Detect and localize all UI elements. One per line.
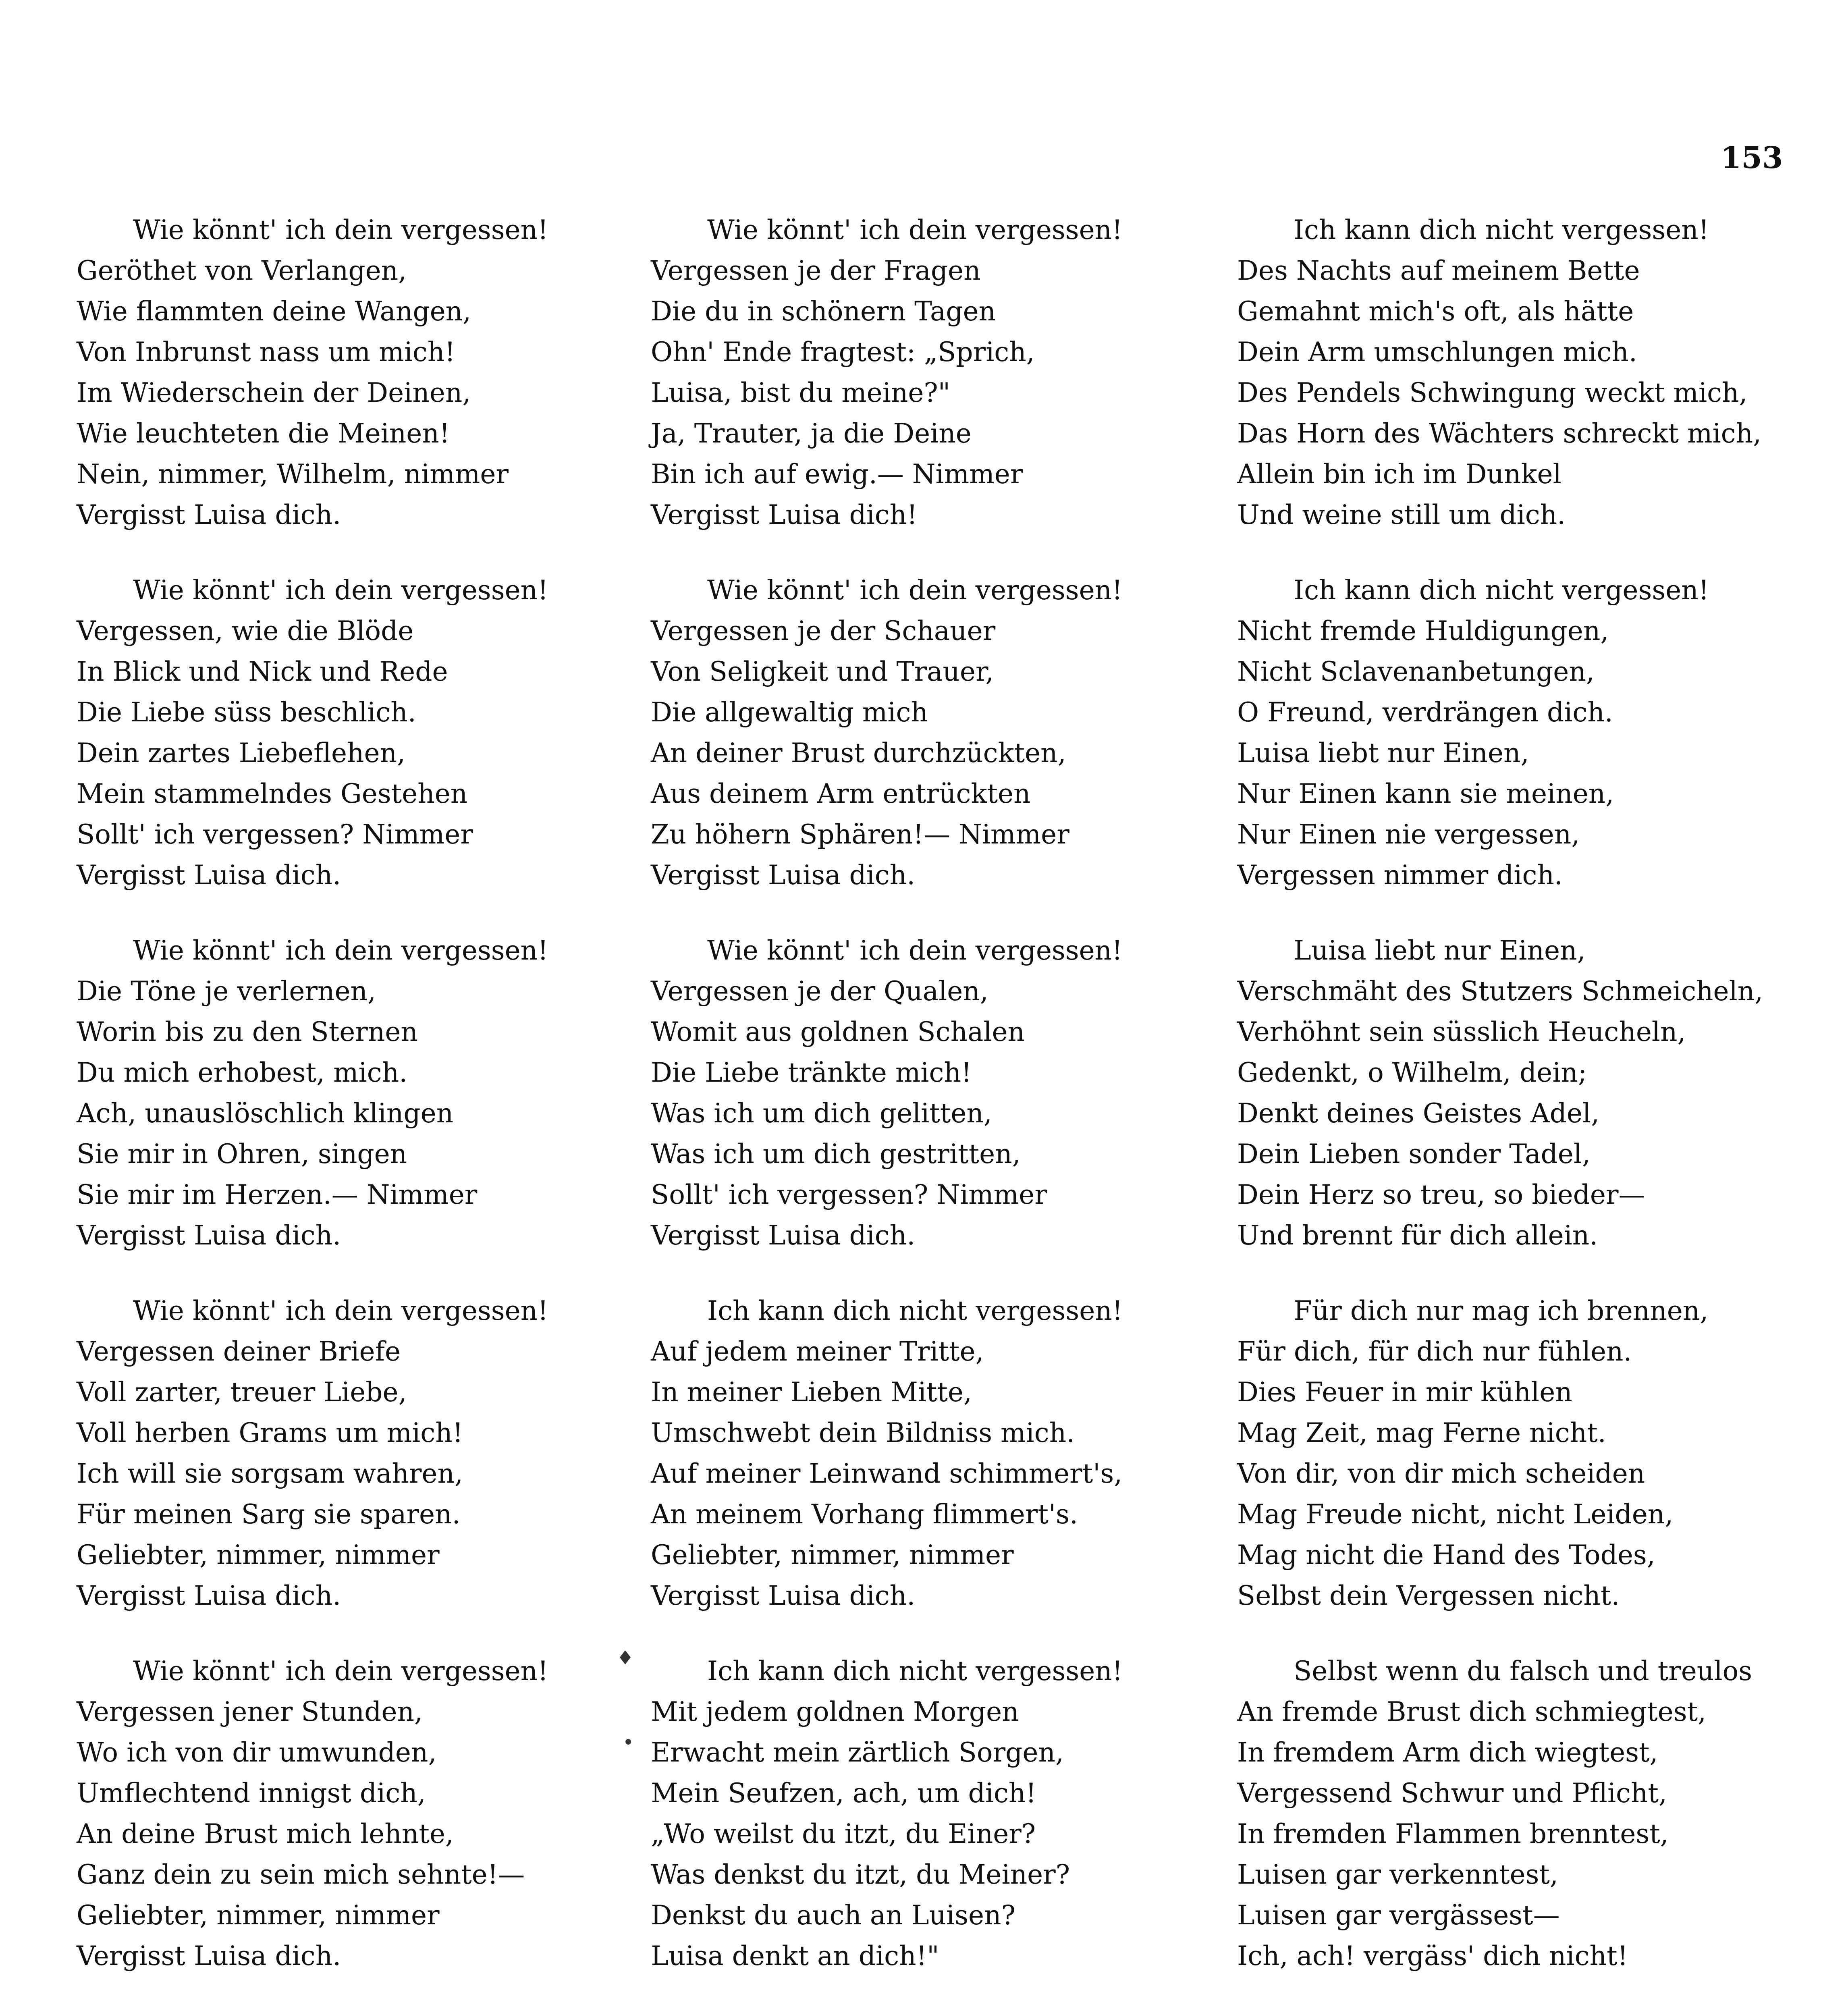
verse-line: Luisa denkt an dich!" — [651, 1940, 939, 1971]
verse-line: Voll herben Grams um mich! — [77, 1417, 463, 1448]
verse-line: Und brennt für dich allein. — [1237, 1220, 1598, 1251]
verse-line: Mein Seufzen, ach, um dich! — [651, 1778, 1036, 1809]
verse-line: Vergisst Luisa dich. — [77, 860, 341, 891]
verse-line: Die Liebe tränkte mich! — [651, 1057, 972, 1088]
stanza-first-line: Wie könnt' ich dein vergessen! — [133, 214, 548, 245]
verse-line: Vergessen, wie die Blöde — [77, 615, 414, 646]
stanza — [651, 930, 1195, 1256]
verse-line: Vergessen nimmer dich. — [1237, 860, 1563, 891]
verse-line: Des Nachts auf meinem Bette — [1237, 255, 1640, 286]
stanza — [77, 570, 617, 895]
verse-line: Nur Einen nie vergessen, — [1237, 819, 1580, 850]
page-number: 153 — [1721, 141, 1783, 175]
verse-line: Für meinen Sarg sie sparen. — [77, 1499, 461, 1530]
verse-line: Vergisst Luisa dich! — [651, 499, 918, 530]
verse-line: Erwacht mein zärtlich Sorgen, — [651, 1737, 1064, 1768]
verse-line: Wo ich von dir umwunden, — [77, 1737, 437, 1768]
stanza — [1237, 1290, 1793, 1616]
verse-line: An deine Brust mich lehnte, — [77, 1818, 454, 1849]
verse-line: Womit aus goldnen Schalen — [651, 1016, 1025, 1047]
stanza-first-line: Wie könnt' ich dein vergessen! — [133, 1295, 548, 1326]
verse-line: Nein, nimmer, Wilhelm, nimmer — [77, 459, 509, 490]
verse-line: Sie mir im Herzen.— Nimmer — [77, 1179, 478, 1210]
verse-line: An deiner Brust durchzückten, — [651, 737, 1066, 769]
verse-line: Geröthet von Verlangen, — [77, 255, 407, 286]
stanza-first-line: Ich kann dich nicht vergessen! — [707, 1295, 1123, 1326]
verse-line: Ich, ach! vergäss' dich nicht! — [1237, 1940, 1628, 1971]
verse-line: Ohn' Ende fragtest: „Sprich, — [651, 337, 1035, 368]
verse-line: Sollt' ich vergessen? Nimmer — [77, 819, 473, 850]
verse-line: In fremdem Arm dich wiegtest, — [1237, 1737, 1658, 1768]
verse-line: Ja, Trauter, ja die Deine — [651, 418, 972, 449]
verse-line: Von dir, von dir mich scheiden — [1237, 1458, 1645, 1489]
verse-line: Von Inbrunst nass um mich! — [77, 337, 455, 368]
verse-line: Selbst dein Vergessen nicht. — [1237, 1580, 1620, 1611]
verse-line: In fremden Flammen brenntest, — [1237, 1818, 1669, 1849]
stanza-first-line: Luisa liebt nur Einen, — [1294, 935, 1586, 966]
verse-line: Luisen gar vergässest— — [1237, 1900, 1560, 1931]
verse-line: Gemahnt mich's oft, als hätte — [1237, 296, 1634, 327]
verse-line: Denkt deines Geistes Adel, — [1237, 1098, 1600, 1129]
verse-line: Wie leuchteten die Meinen! — [77, 418, 450, 449]
verse-line: Dein zartes Liebeflehen, — [77, 737, 406, 769]
stanza — [651, 570, 1195, 895]
verse-line: Vergisst Luisa dich. — [651, 860, 916, 891]
verse-line: Mag Freude nicht, nicht Leiden, — [1237, 1499, 1674, 1530]
poem-column-right — [1237, 210, 1793, 2011]
verse-line: Verhöhnt sein süsslich Heucheln, — [1237, 1016, 1686, 1047]
margin-mark: • — [623, 1731, 634, 1754]
poem-column-left — [77, 210, 617, 2011]
verse-line: Vergisst Luisa dich. — [651, 1580, 916, 1611]
verse-line: Mit jedem goldnen Morgen — [651, 1696, 1019, 1727]
stanza-first-line: Wie könnt' ich dein vergessen! — [707, 935, 1123, 966]
verse-line: Nicht Sclavenanbetungen, — [1237, 656, 1595, 687]
verse-line: Was ich um dich gelitten, — [651, 1098, 992, 1129]
verse-line: Die Liebe süss beschlich. — [77, 697, 416, 728]
verse-line: Auf meiner Leinwand schimmert's, — [651, 1458, 1123, 1489]
verse-line: Luisa, bist du meine?" — [651, 377, 951, 408]
verse-line: Auf jedem meiner Tritte, — [651, 1336, 984, 1367]
verse-line: Vergessen deiner Briefe — [77, 1336, 401, 1367]
stanza — [1237, 1651, 1793, 1976]
verse-line: Umflechtend innigst dich, — [77, 1778, 426, 1809]
verse-line: Zu höhern Sphären!— Nimmer — [651, 819, 1069, 850]
stanza-first-line: Wie könnt' ich dein vergessen! — [707, 575, 1123, 606]
verse-line: Sie mir in Ohren, singen — [77, 1138, 407, 1170]
stanza-first-line: Selbst wenn du falsch und treulos — [1294, 1656, 1752, 1687]
verse-line: Vergisst Luisa dich. — [77, 499, 341, 530]
verse-line: Vergessen jener Stunden, — [77, 1696, 423, 1727]
verse-line: Du mich erhobest, mich. — [77, 1057, 408, 1088]
verse-line: Nur Einen kann sie meinen, — [1237, 778, 1614, 809]
verse-line: Vergessen je der Schauer — [651, 615, 996, 646]
verse-line: In meiner Lieben Mitte, — [651, 1377, 972, 1408]
stanza — [651, 1651, 1195, 1976]
poem-column-middle — [651, 210, 1195, 2011]
verse-line: Denkst du auch an Luisen? — [651, 1900, 1015, 1931]
verse-line: An meinem Vorhang flimmert's. — [651, 1499, 1078, 1530]
stanza — [1237, 930, 1793, 1256]
verse-line: Nicht fremde Huldigungen, — [1237, 615, 1609, 646]
verse-line: An fremde Brust dich schmiegtest, — [1237, 1696, 1707, 1727]
stanza — [651, 1290, 1195, 1616]
verse-line: Für dich, für dich nur fühlen. — [1237, 1336, 1632, 1367]
stanza — [77, 930, 617, 1256]
stanza — [77, 210, 617, 535]
verse-line: Worin bis zu den Sternen — [77, 1016, 418, 1047]
stanza-first-line: Wie könnt' ich dein vergessen! — [133, 935, 548, 966]
stanza-first-line: Wie könnt' ich dein vergessen! — [707, 214, 1123, 245]
verse-line: Wie flammten deine Wangen, — [77, 296, 471, 327]
verse-line: Geliebter, nimmer, nimmer — [651, 1539, 1014, 1570]
stanza-first-line: Ich kann dich nicht vergessen! — [707, 1656, 1123, 1687]
verse-line: Luisa liebt nur Einen, — [1237, 737, 1529, 769]
verse-line: Vergessen je der Fragen — [651, 255, 981, 286]
verse-line: Ich will sie sorgsam wahren, — [77, 1458, 463, 1489]
verse-line: Von Seligkeit und Trauer, — [651, 656, 994, 687]
verse-line: Vergessend Schwur und Pflicht, — [1237, 1778, 1667, 1809]
verse-line: Was denkst du itzt, du Meiner? — [651, 1859, 1070, 1890]
verse-line: Des Pendels Schwingung weckt mich, — [1237, 377, 1748, 408]
verse-line: In Blick und Nick und Rede — [77, 656, 448, 687]
verse-line: Die Töne je verlernen, — [77, 976, 376, 1007]
verse-line: Und weine still um dich. — [1237, 499, 1566, 530]
verse-line: Vergisst Luisa dich. — [77, 1220, 341, 1251]
verse-line: Dein Lieben sonder Tadel, — [1237, 1138, 1591, 1170]
verse-line: Vergessen je der Qualen, — [651, 976, 988, 1007]
verse-line: Verschmäht des Stutzers Schmeicheln, — [1237, 976, 1763, 1007]
verse-line: Dein Herz so treu, so bieder— — [1237, 1179, 1645, 1210]
stanza-first-line: Ich kann dich nicht vergessen! — [1294, 214, 1709, 245]
margin-mark: ♦ — [617, 1647, 634, 1669]
verse-line: Die du in schönern Tagen — [651, 296, 996, 327]
stanza-first-line: Wie könnt' ich dein vergessen! — [133, 575, 548, 606]
verse-line: Umschwebt dein Bildniss mich. — [651, 1417, 1075, 1448]
verse-line: Im Wiederschein der Deinen, — [77, 377, 471, 408]
stanza-first-line: Ich kann dich nicht vergessen! — [1294, 575, 1709, 606]
verse-line: O Freund, verdrängen dich. — [1237, 697, 1613, 728]
verse-line: Voll zarter, treuer Liebe, — [77, 1377, 407, 1408]
verse-line: Was ich um dich gestritten, — [651, 1138, 1021, 1170]
verse-line: Das Horn des Wächters schreckt mich, — [1237, 418, 1762, 449]
stanza — [77, 1651, 617, 1976]
verse-line: Bin ich auf ewig.— Nimmer — [651, 459, 1023, 490]
verse-line: Sollt' ich vergessen? Nimmer — [651, 1179, 1047, 1210]
verse-line: Geliebter, nimmer, nimmer — [77, 1900, 440, 1931]
stanza — [77, 1290, 617, 1616]
verse-line: Geliebter, nimmer, nimmer — [77, 1539, 440, 1570]
verse-line: Gedenkt, o Wilhelm, dein; — [1237, 1057, 1587, 1088]
verse-line: Ganz dein zu sein mich sehnte!— — [77, 1859, 525, 1890]
verse-line: Vergisst Luisa dich. — [651, 1220, 916, 1251]
verse-line: Mein stammelndes Gestehen — [77, 778, 468, 809]
verse-line: Ach, unauslöschlich klingen — [77, 1098, 454, 1129]
verse-line: Vergisst Luisa dich. — [77, 1940, 341, 1971]
stanza-first-line: Für dich nur mag ich brennen, — [1294, 1295, 1709, 1326]
verse-line: Aus deinem Arm entrückten — [651, 778, 1031, 809]
verse-line: „Wo weilst du itzt, du Einer? — [651, 1818, 1036, 1849]
stanza-first-line: Wie könnt' ich dein vergessen! — [133, 1656, 548, 1687]
verse-line: Dein Arm umschlungen mich. — [1237, 337, 1637, 368]
verse-line: Luisen gar verkenntest, — [1237, 1859, 1558, 1890]
verse-line: Mag Zeit, mag Ferne nicht. — [1237, 1417, 1606, 1448]
stanza — [1237, 570, 1793, 895]
verse-line: Vergisst Luisa dich. — [77, 1580, 341, 1611]
verse-line: Die allgewaltig mich — [651, 697, 928, 728]
verse-line: Dies Feuer in mir kühlen — [1237, 1377, 1572, 1408]
verse-line: Allein bin ich im Dunkel — [1237, 459, 1561, 490]
stanza — [651, 210, 1195, 535]
verse-line: Mag nicht die Hand des Todes, — [1237, 1539, 1655, 1570]
stanza — [1237, 210, 1793, 535]
